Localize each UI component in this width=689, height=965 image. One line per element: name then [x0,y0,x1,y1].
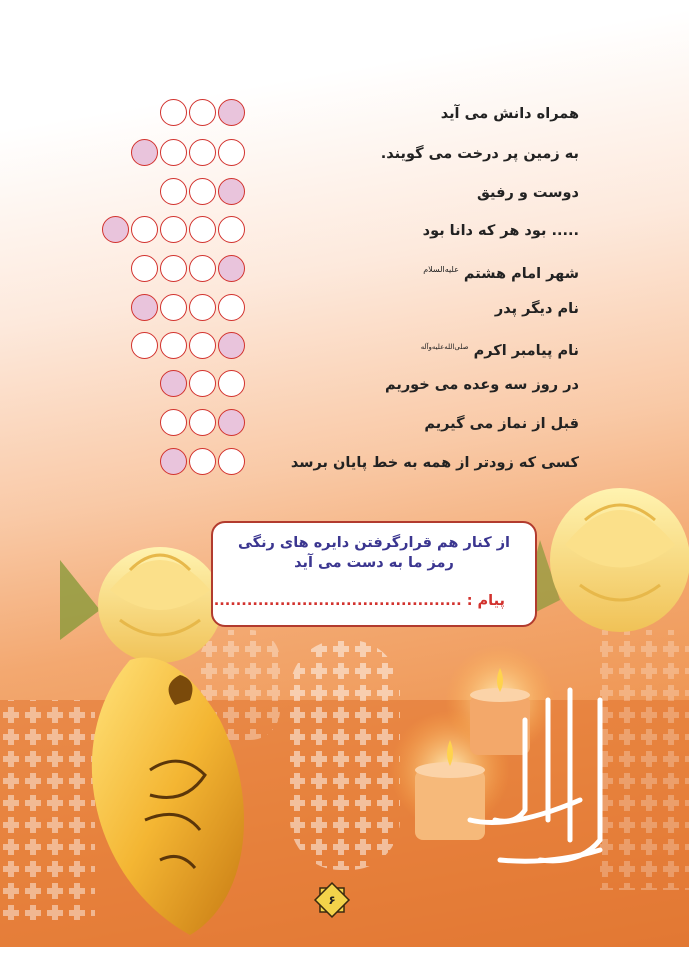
answer-circle[interactable] [131,216,158,243]
answer-circle[interactable] [189,99,216,126]
clue-text: دوست و رفیق [476,185,579,201]
answer-circle[interactable] [189,409,216,436]
instruction-line-1: از کنار هم قرارگرفتن دایره های رنگی [237,535,511,551]
puzzle-row [0,214,689,248]
answer-circle[interactable] [189,139,216,166]
puzzle-row [0,407,689,441]
answer-circle[interactable] [218,139,245,166]
answer-circle[interactable] [160,216,187,243]
clue-text: همراه دانش می آید [440,106,579,122]
bottom-margin [0,947,689,965]
puzzle-row [0,368,689,402]
answer-circle[interactable] [160,178,187,205]
clue-text: ..... بود هر که دانا بود [422,223,579,239]
answer-circle-highlighted[interactable] [218,178,245,205]
answer-circles [160,178,245,205]
answer-circle[interactable] [189,448,216,475]
puzzle-row [0,446,689,480]
message-label: پیام : [466,593,505,609]
answer-circle[interactable] [160,139,187,166]
yellow-rose-right [520,488,689,632]
answer-circle[interactable] [189,255,216,282]
answer-circle-highlighted[interactable] [218,409,245,436]
answer-circle-highlighted[interactable] [218,255,245,282]
answer-circle[interactable] [160,409,187,436]
clue-text: کسی که زودتر از همه به خط پایان برسد [290,455,579,471]
honorific: صلی‌الله‌علیه‌وآله [420,343,469,351]
answer-circles [131,139,245,166]
puzzle-row [0,176,689,210]
message-box [211,521,537,627]
answer-circle[interactable] [189,370,216,397]
answer-circle-highlighted[interactable] [131,294,158,321]
answer-circle[interactable] [131,255,158,282]
clue-text: به زمین پر درخت می گویند. [380,146,579,162]
answer-circle-highlighted[interactable] [102,216,129,243]
answer-circle-highlighted[interactable] [218,332,245,359]
answer-circle-highlighted[interactable] [218,99,245,126]
answer-circles [131,294,245,321]
puzzle-row [0,97,689,131]
answer-circle[interactable] [160,294,187,321]
answer-circle-highlighted[interactable] [160,448,187,475]
answer-circle[interactable] [218,294,245,321]
answer-circles [131,332,245,359]
clue-text: شهر امام هشتم $^{علیه‌السلام}$ [423,265,579,282]
answer-circle[interactable] [160,255,187,282]
answer-circle[interactable] [218,448,245,475]
clue-text: نام دیگر پدر [494,301,579,317]
answer-circles [160,409,245,436]
clue-text: نام پیامبر اکرم $^{صلی‌الله‌علیه‌وآله}$ [420,342,579,359]
answer-circle[interactable] [218,370,245,397]
answer-circle[interactable] [189,294,216,321]
honorific: علیه‌السلام [423,265,459,274]
answer-circle[interactable] [131,332,158,359]
answer-circle[interactable] [189,178,216,205]
answer-circles [160,370,245,397]
answer-circle-highlighted[interactable] [131,139,158,166]
answer-circles [131,255,245,282]
puzzle-row [0,292,689,326]
puzzle-row [0,330,689,364]
answer-circles [160,448,245,475]
answer-circle[interactable] [218,216,245,243]
answer-circle[interactable] [189,216,216,243]
message-answer-field[interactable] [214,593,505,609]
puzzle-row [0,253,689,287]
answer-circle[interactable] [160,99,187,126]
answer-circle[interactable] [160,332,187,359]
answer-circle[interactable] [189,332,216,359]
clue-text: قبل از نماز می گیریم [424,416,579,432]
answer-circles [160,99,245,126]
instruction-line-2: رمز ما به دست می آید [294,555,454,571]
puzzle-row [0,137,689,171]
answer-circles [102,216,245,243]
message-dots: ............................................. [213,593,462,609]
answer-circle-highlighted[interactable] [160,370,187,397]
yellow-rose-left [60,547,222,663]
clue-text: در روز سه وعده می خوریم [385,377,579,393]
page-number: ۶ [328,893,336,907]
